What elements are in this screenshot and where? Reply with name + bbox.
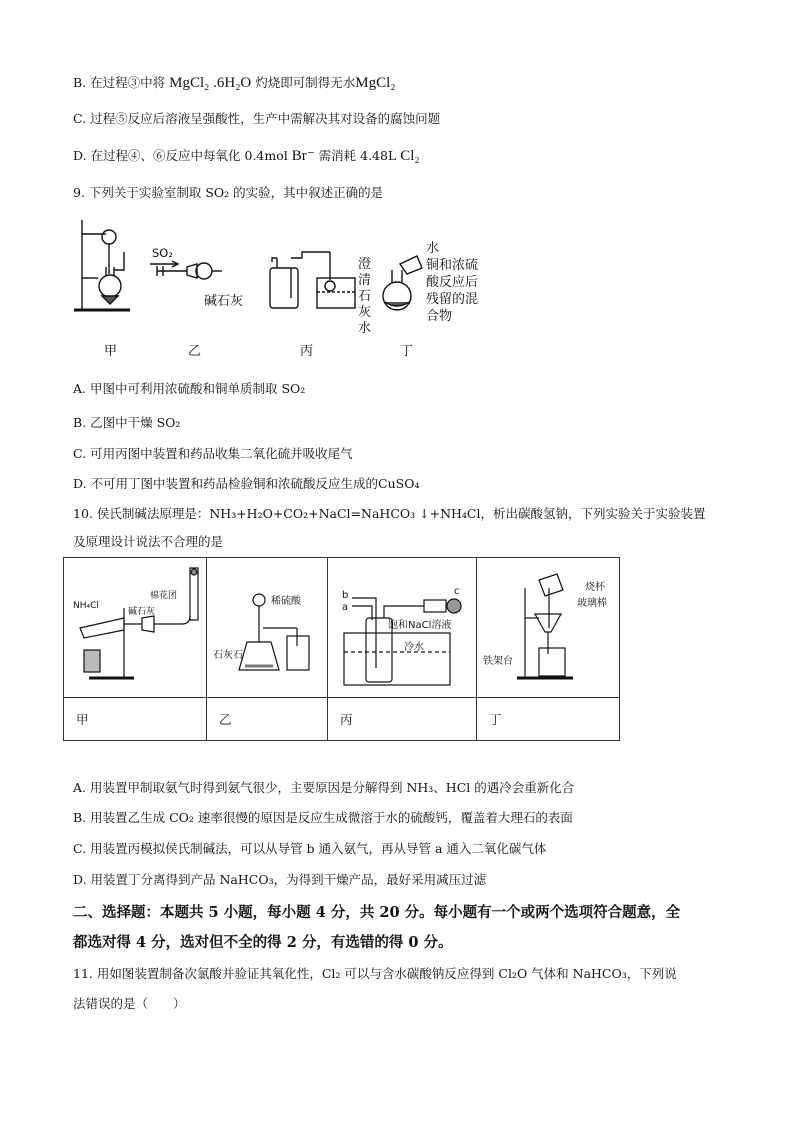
q9-label-limewater-2: 清 bbox=[358, 273, 372, 288]
q9-label-limewater-3: 石 bbox=[358, 289, 372, 304]
q10-name-ding: 丁 bbox=[477, 698, 620, 741]
q9-option-d: D. 不可用丁图中装置和药品检验铜和浓硫酸反应生成的CuSO₄ bbox=[73, 476, 420, 491]
q9-caption-jia: 甲 bbox=[104, 344, 118, 359]
q10-label-limestone: 石灰石 bbox=[213, 650, 243, 661]
q10-name-jia: 甲 bbox=[64, 698, 207, 741]
q9-label-so2: SO₂ bbox=[152, 246, 173, 260]
q8-option-b-mid: 灼烧即可制得无水 bbox=[255, 75, 356, 90]
q10-label-cold-water: 冷水 bbox=[404, 642, 424, 653]
q10-option-d: D. 用装置丁分离得到产品 NaHCO₃，为得到干燥产品，最好采用减压过滤 bbox=[73, 872, 487, 887]
q10-apparatus-table bbox=[63, 557, 620, 741]
q8-option-d-text: D. 在过程④、⑥反应中每氧化 0.4mol bbox=[73, 148, 288, 163]
q11-stem-line2: 法错误的是（ ） bbox=[73, 996, 186, 1011]
q8-option-b-formula: MgCl₂ .6H₂O bbox=[169, 75, 252, 91]
q9-label-limewater-1: 澄 bbox=[358, 257, 372, 272]
section2-heading-line1: 二、选择题：本题共 5 小题，每小题 4 分，共 20 分。每小题有一个或两个选项符合题意，全 bbox=[73, 904, 681, 921]
q9-label-limewater-5: 水 bbox=[358, 321, 372, 336]
q9-fig-ding bbox=[383, 256, 422, 310]
q10-label-b: b bbox=[342, 590, 349, 601]
q9-label-soda-lime: 碱石灰 bbox=[204, 294, 244, 309]
q9-fig-yi bbox=[150, 261, 222, 279]
q8-option-d-mid: 需消耗 4.48L bbox=[318, 148, 397, 163]
section2-heading-line2: 都选对得 4 分，选对但不全的得 2 分，有选错的得 0 分。 bbox=[73, 934, 453, 951]
q8-option-d-end: Cl₂ bbox=[400, 148, 420, 164]
q9-label-residue-2: 酸反应后 bbox=[426, 275, 479, 290]
q9-fig-jia bbox=[74, 220, 130, 310]
q10-fig-bing bbox=[328, 558, 476, 693]
q10-label-rod: 玻璃棒 bbox=[577, 598, 607, 609]
q10-option-c: C. 用装置丙模拟侯氏制碱法，可以从导管 b 通入氨气，再从导管 a 通入二氧化碳气体 bbox=[73, 841, 547, 856]
q8-option-b-text: B. 在过程③中将 bbox=[73, 75, 166, 90]
q8-option-c: C. 过程⑤反应后溶液呈强酸性，生产中需解决其对设备的腐蚀问题 bbox=[73, 111, 441, 126]
q9-caption-ding: 丁 bbox=[400, 344, 414, 359]
q10-fig-jia bbox=[64, 558, 206, 693]
q9-fig-bing bbox=[270, 252, 355, 308]
q10-fig-ding bbox=[477, 558, 619, 693]
q10-label-soda-lime: 碱石灰 bbox=[128, 607, 156, 617]
q10-cell-bing-figure bbox=[328, 558, 477, 698]
q10-fig-yi bbox=[207, 558, 327, 693]
q9-caption-yi: 乙 bbox=[188, 344, 202, 359]
q10-label-stand: 铁架台 bbox=[483, 656, 513, 667]
q10-label-nh4cl: NH₄Cl bbox=[73, 601, 99, 611]
q8-option-d-ion: Br⁻ bbox=[291, 148, 315, 164]
q10-name-bing: 丙 bbox=[328, 698, 477, 741]
q10-option-b: B. 用装置乙生成 CO₂ 速率很慢的原因是反应生成微溶于水的硫酸钙，覆盖着大理石的表面 bbox=[73, 810, 573, 825]
q10-cell-jia-figure bbox=[64, 558, 207, 698]
q9-label-residue-4: 合物 bbox=[426, 309, 453, 324]
q9-stem: 9. 下列关于实验室制取 SO₂ 的实验，其中叙述正确的是 bbox=[73, 185, 384, 200]
q10-name-yi: 乙 bbox=[207, 698, 328, 741]
q8-option-b-end: MgCl₂ bbox=[355, 75, 396, 91]
q9-label-residue-3: 残留的混 bbox=[426, 292, 479, 307]
q10-label-acid: 稀硫酸 bbox=[271, 596, 301, 607]
q10-stem-line2: 及原理设计说法不合理的是 bbox=[73, 534, 224, 549]
q10-cell-ding-figure bbox=[477, 558, 620, 698]
q8-option-d bbox=[73, 147, 420, 165]
q9-apparatus-figure bbox=[72, 212, 492, 362]
q10-label-solution: 饱和NaCl溶液 bbox=[388, 620, 452, 631]
q10-figure-row bbox=[64, 558, 620, 698]
q8-option-b bbox=[73, 74, 396, 92]
q9-option-a: A. 甲图中可利用浓硫酸和铜单质制取 SO₂ bbox=[73, 381, 306, 396]
q10-label-cotton: 棉花团 bbox=[150, 591, 178, 601]
q9-option-c: C. 可用丙图中装置和药品收集二氧化硫并吸收尾气 bbox=[73, 446, 353, 461]
q9-caption-bing: 丙 bbox=[300, 344, 314, 359]
q10-stem-line1: 10. 侯氏制碱法原理是：NH₃+H₂O+CO₂+NaCl=NaHCO₃ ↓+NH₄Cl，析出碳酸氢钠，下列实验关于实验装置 bbox=[73, 506, 706, 521]
q9-label-residue-1: 铜和浓硫 bbox=[426, 258, 479, 273]
q9-option-b: B. 乙图中干燥 SO₂ bbox=[73, 415, 181, 430]
q10-label-a: a bbox=[342, 602, 349, 613]
q9-label-limewater-4: 灰 bbox=[358, 305, 372, 320]
q10-label-c: c bbox=[454, 586, 460, 597]
q10-label-beaker: 烧杯 bbox=[585, 582, 605, 593]
q11-stem-line1: 11. 用如图装置制备次氯酸并验证其氧化性，Cl₂ 可以与含水碳酸钠反应得到 Cl₂O 气体和 NaHCO₃，下列说 bbox=[73, 966, 677, 981]
q10-name-row bbox=[64, 698, 620, 741]
q10-cell-yi-figure bbox=[207, 558, 328, 698]
q10-option-a: A. 用装置甲制取氨气时得到氨气很少，主要原因是分解得到 NH₃、HCl 的遇冷会重新化合 bbox=[73, 780, 575, 795]
q9-label-water: 水 bbox=[426, 241, 440, 256]
